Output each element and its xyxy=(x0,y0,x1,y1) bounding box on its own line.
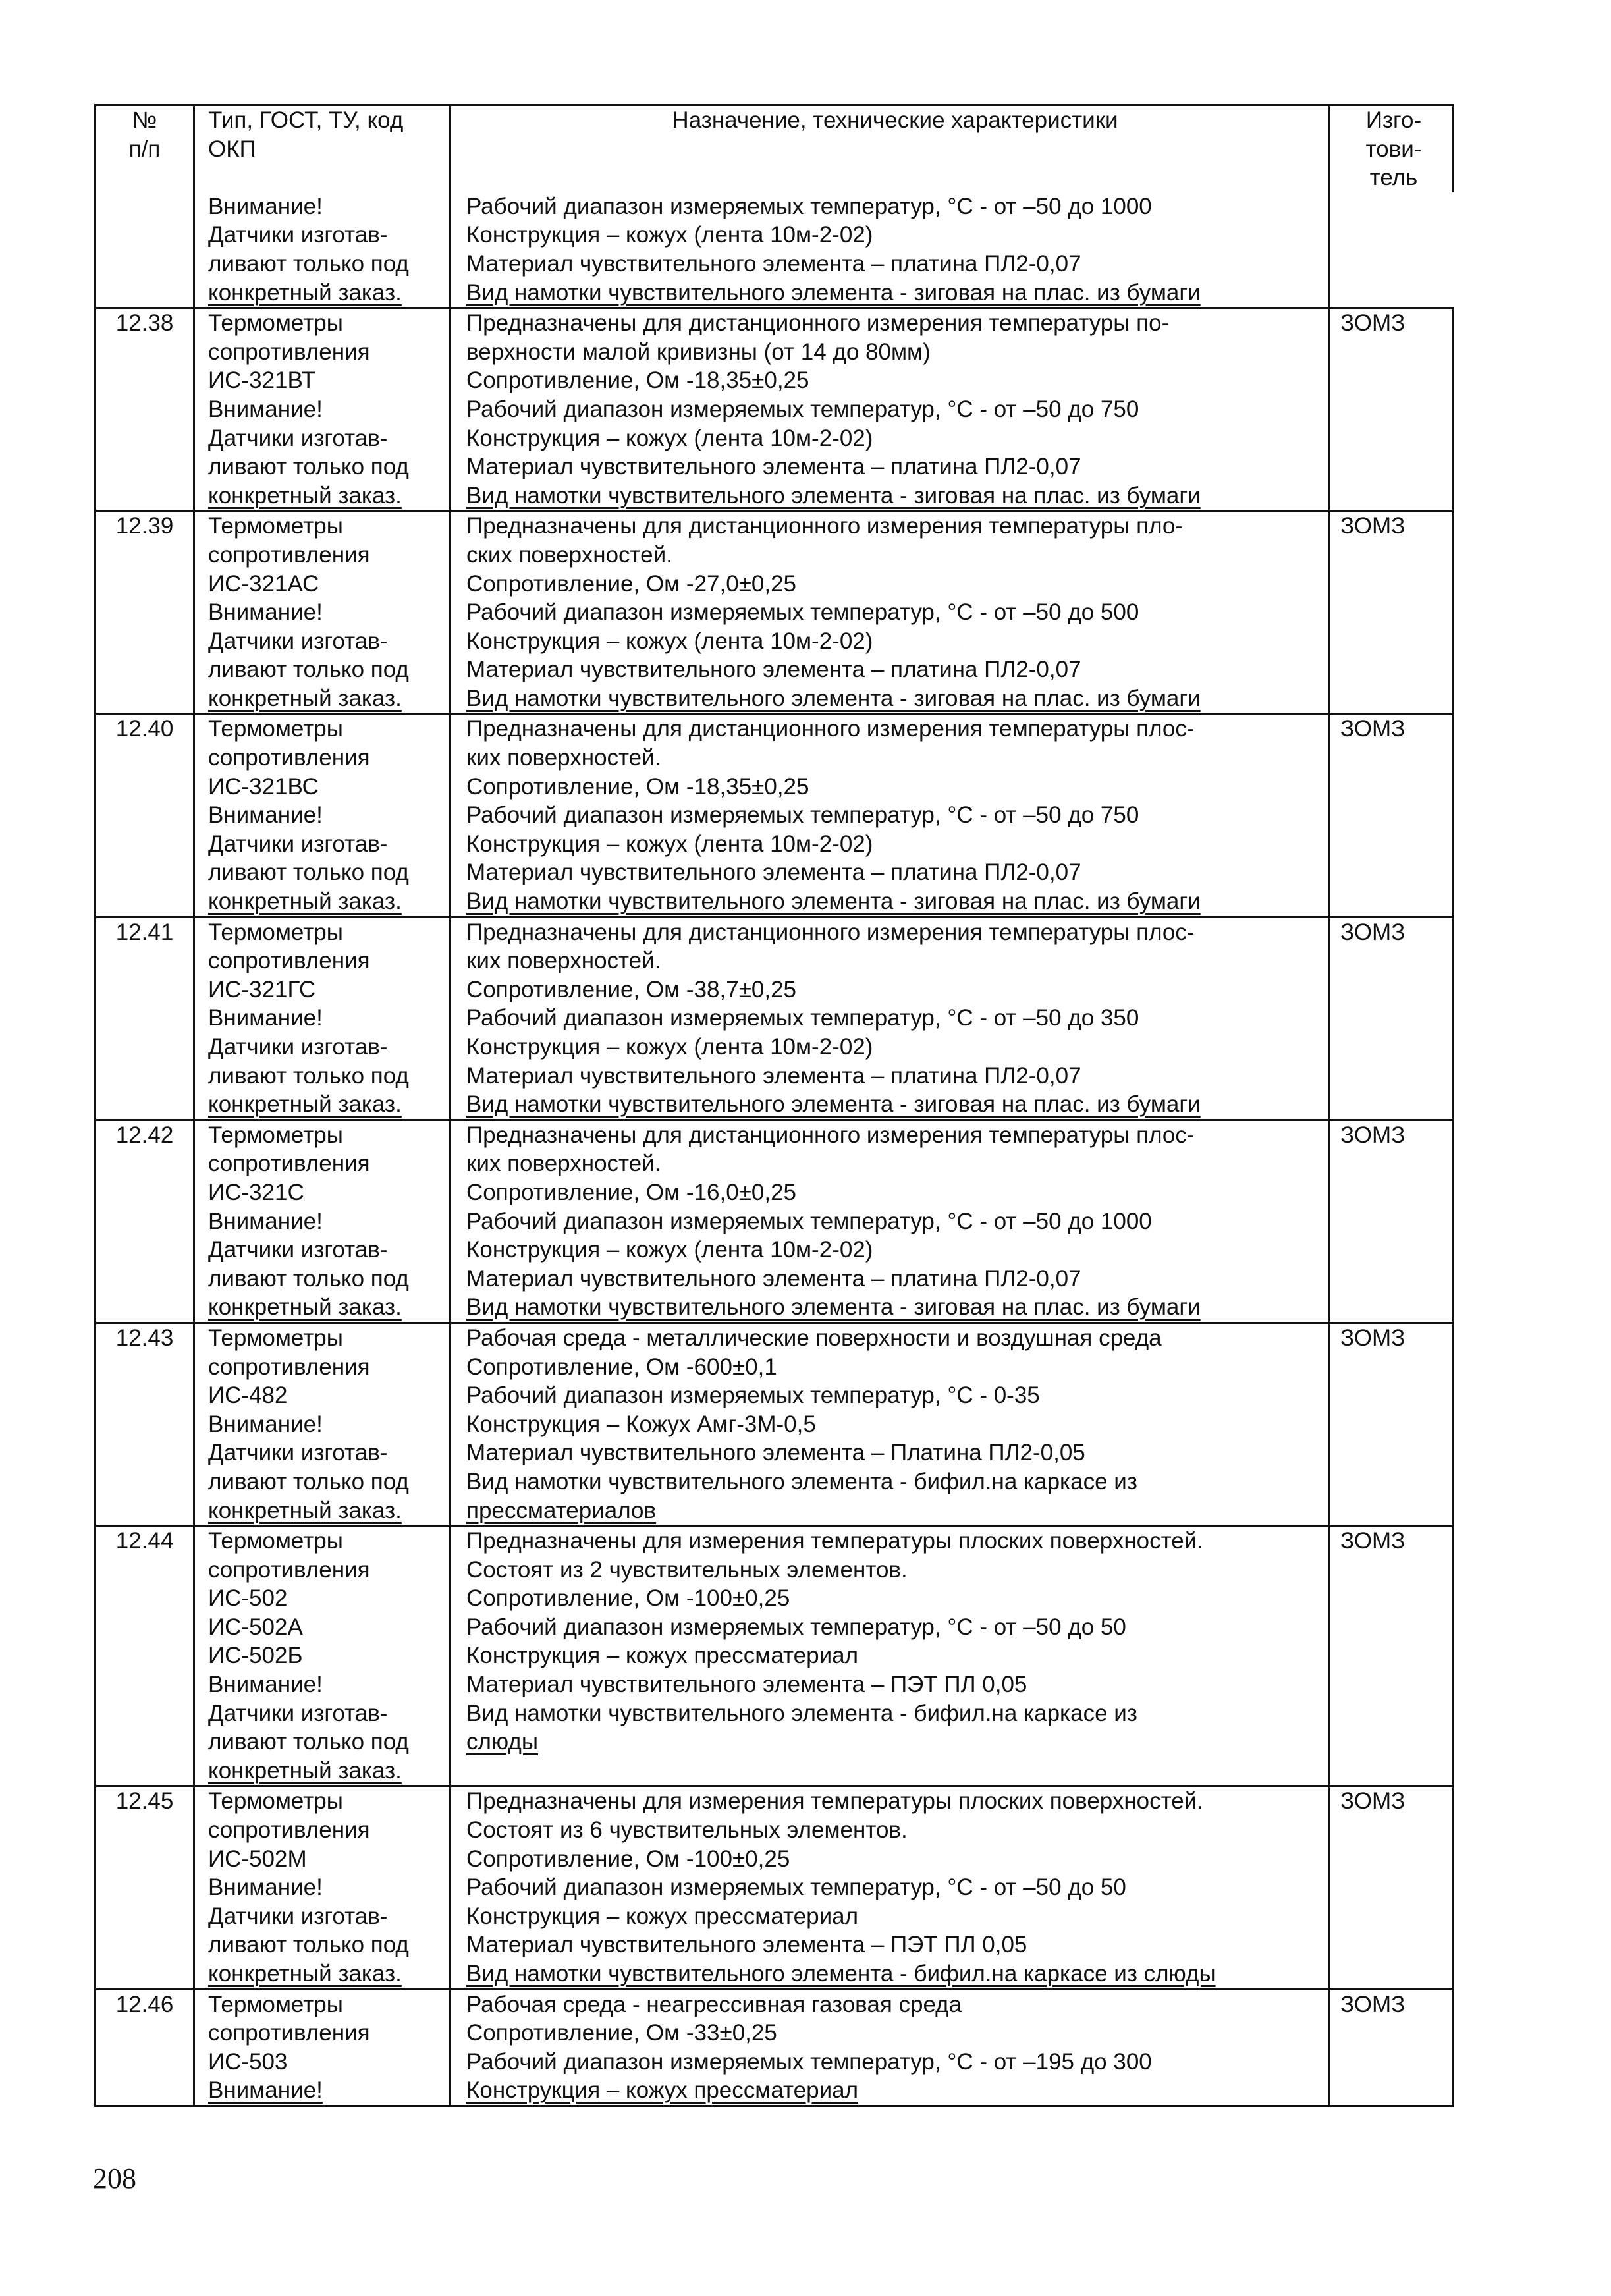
continued-row xyxy=(96,192,1454,308)
row-maker: ЗОМЗ xyxy=(1329,511,1454,714)
text-line: Датчики изготав- xyxy=(208,425,388,451)
text-line: Состоят из 6 чувствительных элементов. xyxy=(466,1817,908,1844)
text-line: ких поверхностей. xyxy=(466,948,661,974)
row-spec-cell xyxy=(451,511,1329,714)
text-line: конкретный заказ. xyxy=(208,1294,402,1321)
text-line: сопротивления xyxy=(208,1556,370,1583)
row-type-cell xyxy=(194,1526,451,1786)
text-line: Вид намотки чувствительного элемента - бифил.на каркасе из слюды xyxy=(466,1961,1216,1986)
row-type-cell xyxy=(194,1323,451,1525)
row-number: 12.45 xyxy=(96,1786,194,1989)
text-line: Конструкция – Кожух Амг-3М-0,5 xyxy=(466,1411,816,1437)
text-line: Конструкция – кожух прессматериал xyxy=(466,1643,859,1669)
row-maker: ЗОМЗ xyxy=(1329,1786,1454,1989)
row-type-cell xyxy=(194,511,451,714)
text-line: ИС-502М xyxy=(208,1845,307,1872)
text-line: тови- xyxy=(1365,136,1422,162)
text-line: Датчики изготав- xyxy=(208,1440,388,1466)
text-line: Внимание! xyxy=(208,599,323,626)
text-line: Предназначены для дистанционного измерения температуры плос- xyxy=(466,919,1195,945)
header-type xyxy=(194,105,451,192)
row-maker: ЗОМЗ xyxy=(1329,1989,1454,2106)
continued-num-cell xyxy=(96,192,194,308)
text-line: Внимание! xyxy=(208,193,323,219)
text-line: Материал чувствительного элемента – ПЭТ ПЛ 0,05 xyxy=(466,1932,1027,1958)
table-row xyxy=(96,1526,1454,1786)
text-line: верхности малой кривизны (от 14 до 80мм) xyxy=(466,339,931,365)
text-line: Сопротивление, Ом -100±0,25 xyxy=(466,1845,790,1872)
text-line: Внимание! xyxy=(208,1411,323,1437)
continued-type-cell xyxy=(194,192,451,308)
row-number: 12.42 xyxy=(96,1120,194,1323)
text-line: Термометры xyxy=(208,310,343,337)
text-line: ИС-321ВТ xyxy=(208,368,315,394)
text-line: Вид намотки чувствительного элемента - бифил.на каркасе из xyxy=(466,1700,1137,1726)
text-line: конкретный заказ. xyxy=(208,279,402,306)
row-maker: ЗОМЗ xyxy=(1329,308,1454,511)
text-line: Рабочая среда - неагрессивная газовая среда xyxy=(466,1991,962,2017)
table-row xyxy=(96,1989,1454,2106)
text-line: сопротивления xyxy=(208,948,370,974)
row-spec-cell xyxy=(451,1786,1329,1989)
text-line: конкретный заказ. xyxy=(208,1961,402,1986)
text-line: Внимание! xyxy=(208,2077,323,2104)
row-number: 12.41 xyxy=(96,917,194,1120)
text-line: Термометры xyxy=(208,1991,343,2017)
row-number: 12.40 xyxy=(96,714,194,917)
text-line: Сопротивление, Ом -27,0±0,25 xyxy=(466,570,797,597)
row-type-cell xyxy=(194,1120,451,1323)
row-maker: ЗОМЗ xyxy=(1329,1323,1454,1525)
text-line: Конструкция – кожух (лента 10м-2-02) xyxy=(466,425,873,451)
table-row xyxy=(96,714,1454,917)
text-line: Вид намотки чувствительного элемента - зиговая на плас. из бумаги xyxy=(466,1294,1201,1321)
text-line: сопротивления xyxy=(208,2020,370,2046)
text-line: ливают только под xyxy=(208,860,409,886)
row-spec-cell xyxy=(451,917,1329,1120)
text-line: Датчики изготав- xyxy=(208,1903,388,1929)
row-number: 12.38 xyxy=(96,308,194,511)
text-line: Сопротивление, Ом -33±0,25 xyxy=(466,2020,777,2046)
text-line: Конструкция – кожух прессматериал xyxy=(466,1903,859,1929)
text-line: конкретный заказ. xyxy=(208,1497,402,1523)
row-spec-cell xyxy=(451,308,1329,511)
text-line: слюды xyxy=(466,1729,538,1755)
text-line: Датчики изготав- xyxy=(208,1237,388,1263)
text-line: Термометры xyxy=(208,1325,343,1351)
text-line: п/п xyxy=(128,136,161,162)
text-line: ских поверхностей. xyxy=(466,541,672,568)
text-line: Рабочий диапазон измеряемых температур, °С - от –50 до 750 xyxy=(466,802,1139,829)
text-line: Рабочий диапазон измеряемых температур, °С - от –50 до 1000 xyxy=(466,193,1152,219)
text-line: Внимание! xyxy=(208,396,323,422)
text-line: ИС-321С xyxy=(208,1179,304,1205)
text-line: Термометры xyxy=(208,1528,343,1554)
text-line: Рабочая среда - металлические поверхности и воздушная среда xyxy=(466,1325,1162,1351)
text-line: конкретный заказ. xyxy=(208,685,402,711)
text-line: ливают только под xyxy=(208,657,409,683)
text-line: Термометры xyxy=(208,716,343,742)
text-line: ОКП xyxy=(208,136,256,162)
text-line: Материал чувствительного элемента – платина ПЛ2-0,07 xyxy=(466,657,1081,683)
text-line: Рабочий диапазон измеряемых температур, °С - от –50 до 750 xyxy=(466,396,1139,422)
text-line: ИС-321ГС xyxy=(208,976,316,1002)
text-line: ИС-502А xyxy=(208,1614,303,1640)
row-maker: ЗОМЗ xyxy=(1329,714,1454,917)
row-maker: ЗОМЗ xyxy=(1329,917,1454,1120)
table-row xyxy=(96,917,1454,1120)
table-row xyxy=(96,308,1454,511)
text-line: Датчики изготав- xyxy=(208,831,388,857)
text-line: ИС-321ВС xyxy=(208,773,319,800)
row-spec-cell xyxy=(451,714,1329,917)
text-line: сопротивления xyxy=(208,745,370,771)
text-line: Вид намотки чувствительного элемента - зиговая на плас. из бумаги xyxy=(466,482,1201,508)
text-line: Предназначены для дистанционного измерения температуры плос- xyxy=(466,1122,1195,1148)
text-line: Рабочий диапазон измеряемых температур, °С - от –50 до 350 xyxy=(466,1005,1139,1031)
text-line: конкретный заказ. xyxy=(208,888,402,915)
row-type-cell xyxy=(194,308,451,511)
row-number: 12.46 xyxy=(96,1989,194,2106)
header-row xyxy=(96,105,1454,192)
row-maker: ЗОМЗ xyxy=(1329,1526,1454,1786)
text-line: сопротивления xyxy=(208,541,370,568)
text-line: Изго- xyxy=(1365,107,1422,133)
text-line: Конструкция – кожух (лента 10м-2-02) xyxy=(466,831,873,857)
text-line: ИС-502Б xyxy=(208,1643,303,1669)
text-line: ливают только под xyxy=(208,1932,409,1958)
text-line: Внимание! xyxy=(208,802,323,829)
text-line: Внимание! xyxy=(208,1672,323,1698)
text-line: Материал чувствительного элемента – платина ПЛ2-0,07 xyxy=(466,1062,1081,1089)
text-line: ливают только под xyxy=(208,250,409,277)
text-line: Рабочий диапазон измеряемых температур, °С - от –50 до 50 xyxy=(466,1614,1126,1640)
header-maker xyxy=(1329,105,1454,192)
text-line: сопротивления xyxy=(208,339,370,365)
page-number: 208 xyxy=(93,2162,136,2195)
row-type-cell xyxy=(194,1786,451,1989)
row-maker: ЗОМЗ xyxy=(1329,1120,1454,1323)
text-line: Вид намотки чувствительного элемента - зиговая на плас. из бумаги xyxy=(466,1091,1201,1118)
text-line: Материал чувствительного элемента – платина ПЛ2-0,07 xyxy=(466,454,1081,480)
text-line: Тип, ГОСТ, ТУ, код xyxy=(208,107,404,133)
text-line: Конструкция – кожух (лента 10м-2-02) xyxy=(466,222,873,248)
text-line: Сопротивление, Ом -18,35±0,25 xyxy=(466,368,809,394)
text-line: Внимание! xyxy=(208,1005,323,1031)
text-line: Состоят из 2 чувствительных элементов. xyxy=(466,1556,908,1583)
text-line: Предназначены для измерения температуры плоских поверхностей. xyxy=(466,1528,1204,1554)
text-line: Материал чувствительного элемента – платина ПЛ2-0,07 xyxy=(466,1265,1081,1292)
text-line: Конструкция – кожух прессматериал xyxy=(466,2077,859,2104)
text-line: сопротивления xyxy=(208,1817,370,1844)
text-line: сопротивления xyxy=(208,1151,370,1177)
text-line: конкретный заказ. xyxy=(208,1091,402,1118)
text-line: Датчики изготав- xyxy=(208,628,388,654)
row-spec-cell xyxy=(451,1120,1329,1323)
row-number: 12.39 xyxy=(96,511,194,714)
text-line: Термометры xyxy=(208,919,343,945)
table-row xyxy=(96,1323,1454,1525)
text-line: ИС-502 xyxy=(208,1585,288,1612)
row-spec-cell xyxy=(451,1323,1329,1525)
text-line: Вид намотки чувствительного элемента - зиговая на плас. из бумаги xyxy=(466,279,1201,306)
continued-spec-cell xyxy=(451,192,1329,308)
row-type-cell xyxy=(194,917,451,1120)
text-line: тель xyxy=(1369,165,1418,191)
text-line: ливают только под xyxy=(208,454,409,480)
text-line: Сопротивление, Ом -100±0,25 xyxy=(466,1585,790,1612)
text-line: Материал чувствительного элемента – Платина ПЛ2-0,05 xyxy=(466,1440,1085,1466)
text-line: Предназначены для дистанционного измерения температуры по- xyxy=(466,310,1170,337)
text-line: конкретный заказ. xyxy=(208,1757,402,1784)
text-line: Конструкция – кожух (лента 10м-2-02) xyxy=(466,628,873,654)
header-num xyxy=(96,105,194,192)
text-line: Сопротивление, Ом -600±0,1 xyxy=(466,1353,777,1380)
text-line: Термометры xyxy=(208,1788,343,1815)
text-line: Рабочий диапазон измеряемых температур, °С - от –50 до 500 xyxy=(466,599,1139,626)
row-number: 12.43 xyxy=(96,1323,194,1525)
text-line: Термометры xyxy=(208,1122,343,1148)
table-row xyxy=(96,1786,1454,1989)
row-type-cell xyxy=(194,714,451,917)
table-row xyxy=(96,511,1454,714)
text-line: ливают только под xyxy=(208,1062,409,1089)
text-line: Внимание! xyxy=(208,1208,323,1234)
text-line: № xyxy=(132,107,157,133)
text-line: Предназначены для дистанционного измерения температуры плос- xyxy=(466,716,1195,742)
text-line: ливают только под xyxy=(208,1729,409,1755)
products-table xyxy=(94,104,1454,2107)
text-line: Материал чувствительного элемента – ПЭТ ПЛ 0,05 xyxy=(466,1672,1027,1698)
text-line: ких поверхностей. xyxy=(466,1151,661,1177)
text-line: Датчики изготав- xyxy=(208,1700,388,1726)
text-line: Вид намотки чувствительного элемента - зиговая на плас. из бумаги xyxy=(466,888,1201,915)
text-line: Сопротивление, Ом -18,35±0,25 xyxy=(466,773,809,800)
product-rows xyxy=(96,308,1454,2106)
text-line: Рабочий диапазон измеряемых температур, °С - 0-35 xyxy=(466,1382,1040,1409)
text-line: Конструкция – кожух (лента 10м-2-02) xyxy=(466,1237,873,1263)
text-line: Конструкция – кожух (лента 10м-2-02) xyxy=(466,1034,873,1060)
row-number: 12.44 xyxy=(96,1526,194,1786)
text-line: конкретный заказ. xyxy=(208,482,402,508)
text-line: Сопротивление, Ом -16,0±0,25 xyxy=(466,1179,797,1205)
text-line: ИС-503 xyxy=(208,2048,288,2075)
text-line: Датчики изготав- xyxy=(208,1034,388,1060)
text-line: Сопротивление, Ом -38,7±0,25 xyxy=(466,976,797,1002)
row-type-cell xyxy=(194,1989,451,2106)
text-line: прессматериалов xyxy=(466,1497,657,1523)
text-line: ких поверхностей. xyxy=(466,745,661,771)
text-line: Назначение, технические характеристики xyxy=(672,107,1118,133)
text-line: Материал чувствительного элемента – платина ПЛ2-0,07 xyxy=(466,250,1081,277)
header-spec xyxy=(451,105,1329,192)
text-line: ИС-321АС xyxy=(208,570,319,597)
text-line: Рабочий диапазон измеряемых температур, °С - от –50 до 1000 xyxy=(466,1208,1152,1234)
text-line: Внимание! xyxy=(208,1874,323,1901)
table-row xyxy=(96,1120,1454,1323)
text-line: ливают только под xyxy=(208,1468,409,1494)
text-line: Датчики изготав- xyxy=(208,222,388,248)
text-line: Термометры xyxy=(208,513,343,539)
text-line: Вид намотки чувствительного элемента - зиговая на плас. из бумаги xyxy=(466,685,1201,711)
text-line: Материал чувствительного элемента – платина ПЛ2-0,07 xyxy=(466,860,1081,886)
text-line: ИС-482 xyxy=(208,1382,288,1409)
row-spec-cell xyxy=(451,1526,1329,1786)
text-line: ливают только под xyxy=(208,1265,409,1292)
text-line: Рабочий диапазон измеряемых температур, °С - от –195 до 300 xyxy=(466,2048,1152,2075)
text-line: Вид намотки чувствительного элемента - бифил.на каркасе из xyxy=(466,1468,1137,1494)
text-line: Предназначены для измерения температуры плоских поверхностей. xyxy=(466,1788,1204,1815)
text-line: Предназначены для дистанционного измерения температуры пло- xyxy=(466,513,1184,539)
row-spec-cell xyxy=(451,1989,1329,2106)
text-line: сопротивления xyxy=(208,1353,370,1380)
text-line: Рабочий диапазон измеряемых температур, °С - от –50 до 50 xyxy=(466,1874,1126,1901)
